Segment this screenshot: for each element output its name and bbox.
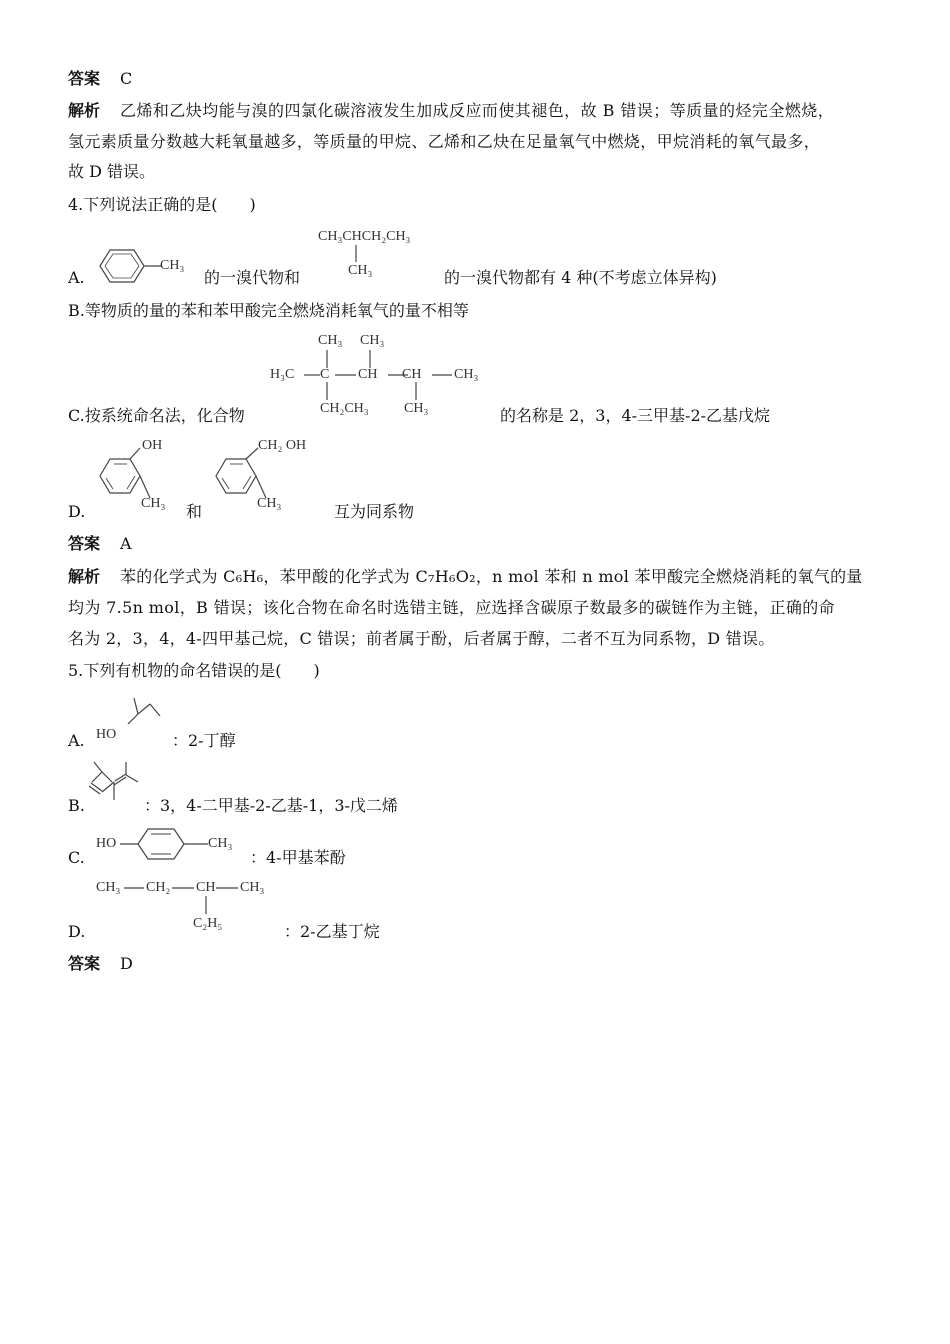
struct-main: CH₃: [96, 880, 121, 895]
struct-ethyl: C₂H₅: [193, 916, 223, 931]
bond-line: [355, 245, 359, 263]
analysis-line: 均为 7.5n mol，B 错误；该化合物在命名时选错主链，应选择含碳原子数最多的碳链作为主链，正确的命: [68, 598, 835, 617]
answer-label: 答案: [68, 534, 101, 553]
struct-main: CH: [402, 367, 422, 382]
option-text: ：2-丁醇: [172, 731, 236, 750]
option-d-label: D.: [68, 922, 86, 941]
option-text: 的名称是 2，3，4-三甲基-2-乙基戊烷: [500, 406, 771, 425]
methylbenzyl-alcohol-ring: [210, 446, 270, 502]
hydroxymethyl-label: CH₂ OH: [258, 438, 307, 453]
option-b-label: B.: [68, 796, 85, 815]
struct-bottom-methyl: CH₃: [404, 401, 429, 416]
analysis-line: 氢元素质量分数越大耗氧量越多，等质量的甲烷、乙烯和乙炔在足量氧气中燃烧，甲烷消耗的氧气最多，: [68, 132, 821, 151]
answer-value: C: [120, 69, 133, 88]
methyl-label: CH₃: [141, 496, 166, 511]
analysis-line: 名为 2，3，4，4-四甲基己烷，C 错误；前者属于酚，后者属于醇，二者不互为同系物，D 错误。: [68, 629, 775, 648]
option-b-text: B.等物质的量的苯和苯甲酸完全燃烧消耗氧气的量不相等: [68, 301, 469, 320]
analysis-line: 苯的化学式为 C₆H₆，苯甲酸的化学式为 C₇H₆O₂，n mol 苯和 n mol 苯甲酸完全燃烧消耗的氧气的量: [120, 567, 863, 586]
struct-main: CH₃: [240, 880, 265, 895]
struct-main: CH₂: [146, 880, 171, 895]
ethylbutane-bonds: [96, 880, 286, 920]
question-stem: 5.下列有机物的命名错误的是( ): [68, 661, 320, 680]
o-cresol-ring: [92, 446, 152, 502]
option-text: ：2-乙基丁烷: [284, 922, 380, 941]
option-c-label: C.: [68, 848, 85, 867]
methyl-label: CH₃: [160, 258, 185, 273]
struct-main: CH₃: [454, 367, 479, 382]
option-d-label: D.: [68, 502, 86, 521]
answer-value: A: [120, 534, 132, 553]
option-text: 的一溴代物都有 4 种(不考虑立体异构): [444, 268, 717, 287]
hydroxyl-label: OH: [142, 438, 163, 453]
analysis-line: 乙烯和乙炔均能与溴的四氯化碳溶液发生加成反应而使其褪色，故 B 错误；等质量的烃完全燃烧，: [120, 101, 835, 120]
answer-value: D: [120, 954, 133, 973]
chain-branch: CH₃: [348, 263, 373, 278]
chain-formula: CH₃CHCH₂CH₃: [318, 229, 411, 244]
option-label-a: A.: [68, 268, 85, 287]
cresol-structure: [120, 826, 212, 862]
analysis-line: 故 D 错误。: [68, 162, 156, 181]
option-text: ：4-甲基苯酚: [250, 848, 346, 867]
butanol-skeleton: [118, 694, 168, 734]
analysis-label: 解析: [68, 567, 101, 586]
hydroxyl-label: HO: [96, 836, 117, 851]
answer-label: 答案: [68, 954, 101, 973]
struct-main: H₃C: [270, 367, 295, 382]
question-stem: 4.下列说法正确的是( ): [68, 195, 256, 214]
option-a-label: A.: [68, 731, 85, 750]
pentadiene-skeleton: [86, 760, 146, 810]
struct-main: CH: [196, 880, 216, 895]
option-text: ：3，4-二甲基-2-乙基-1，3-戊二烯: [144, 796, 398, 815]
struct-main: CH: [358, 367, 378, 382]
analysis-label: 解析: [68, 101, 101, 120]
struct-top-methyl: CH₃: [318, 333, 343, 348]
option-text: 的一溴代物和: [204, 268, 301, 287]
hydroxyl-label: HO: [96, 727, 117, 742]
struct-main: C: [320, 367, 330, 382]
and-text: 和: [186, 502, 203, 521]
option-c-label: C.按系统命名法，化合物: [68, 406, 245, 425]
methyl-label: CH₃: [208, 836, 233, 851]
struct-ethyl: CH₂CH₃: [320, 401, 369, 416]
option-text: 互为同系物: [334, 502, 415, 521]
struct-top-methyl: CH₃: [360, 333, 385, 348]
methyl-label: CH₃: [257, 496, 282, 511]
answer-label: 答案: [68, 69, 101, 88]
